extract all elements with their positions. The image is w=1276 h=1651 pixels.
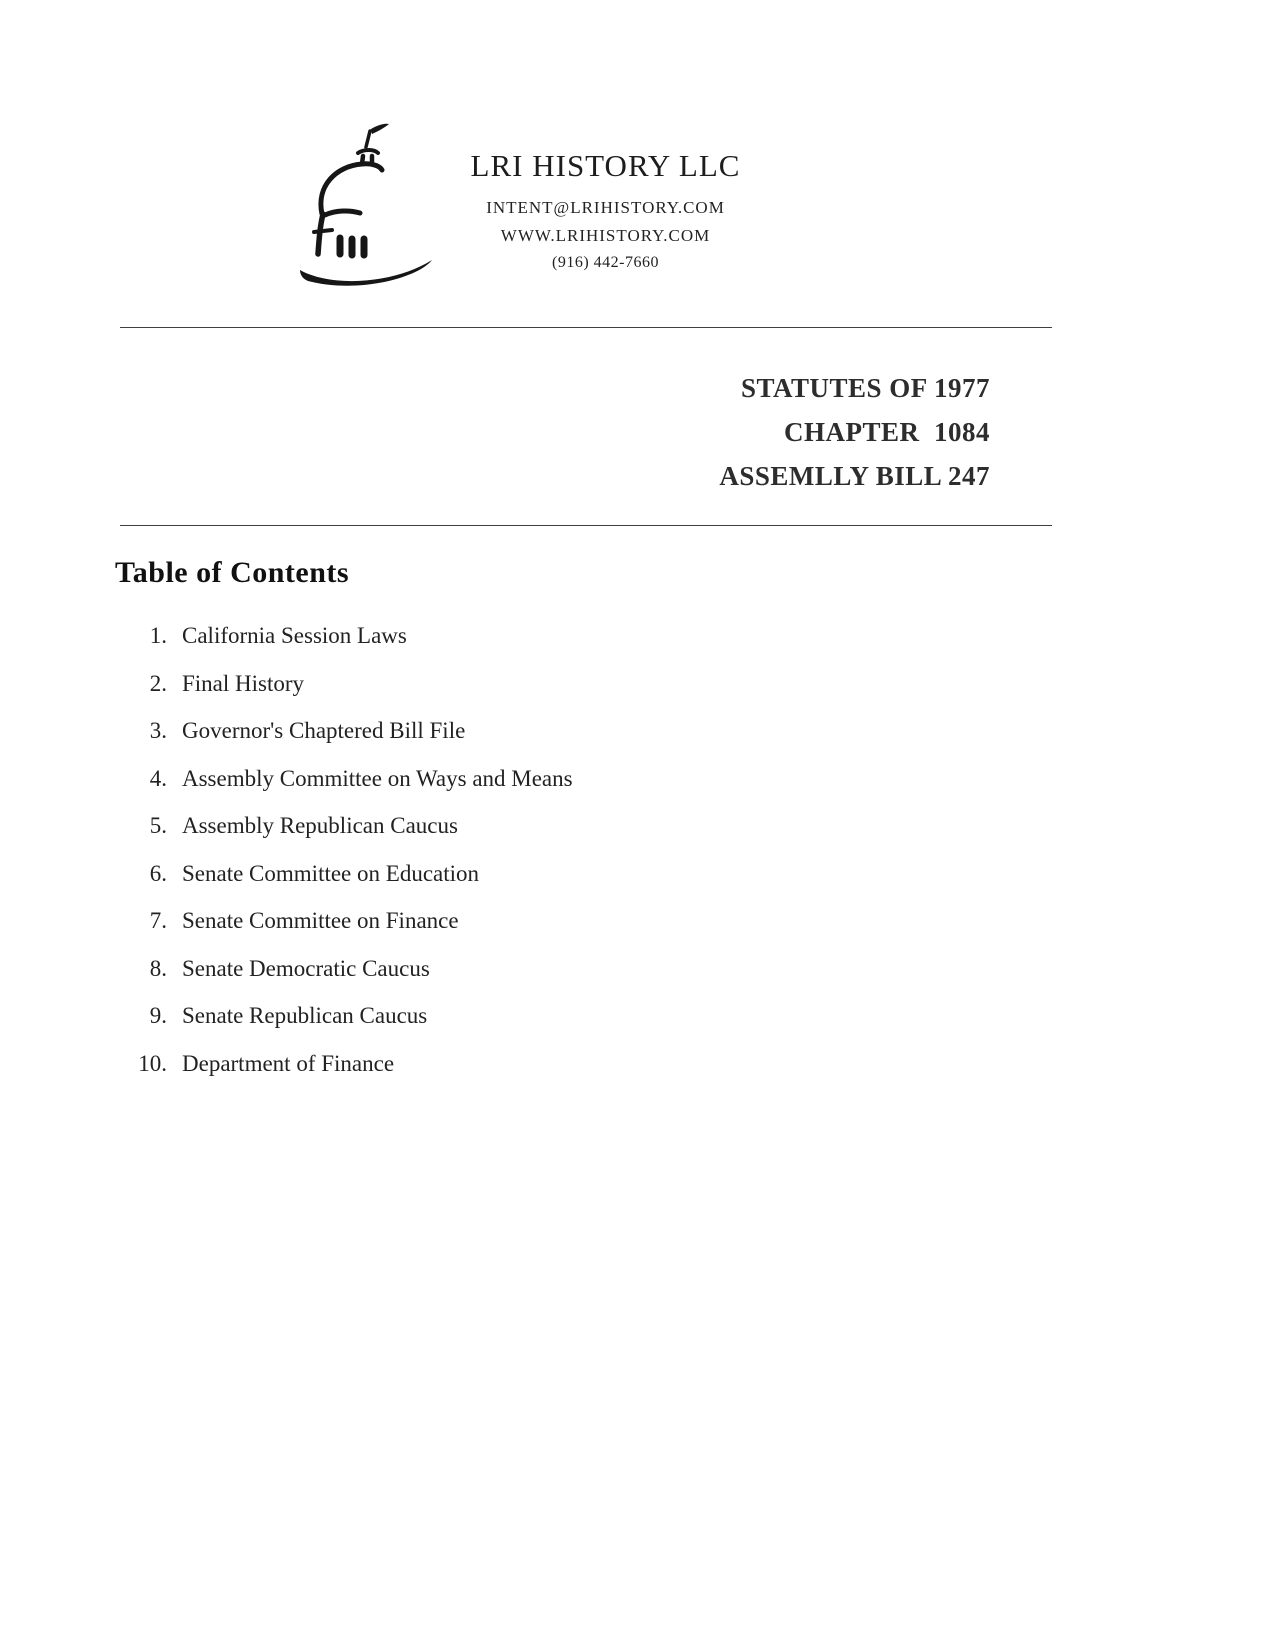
list-item (113, 955, 573, 983)
chapter-line: CHAPTER 1084 (783, 417, 990, 447)
list-item-label: Senate Republican Caucus (182, 1003, 428, 1028)
statutes-title-block (719, 366, 990, 498)
list-item (113, 670, 573, 698)
list-item (113, 860, 573, 888)
list-item-label: Senate Committee on Education (182, 860, 480, 886)
company-email: INTENT@LRIHISTORY.COM (486, 198, 725, 217)
list-item-label: California Session Laws (182, 623, 407, 648)
list-item-number: 10. (138, 1050, 167, 1076)
list-item-number: 5. (149, 813, 167, 838)
list-item-label: Assembly Committee on Ways and Means (182, 765, 573, 791)
list-item-number: 2. (149, 670, 167, 696)
list-item (113, 717, 573, 745)
list-item-number: 6. (149, 860, 167, 886)
company-header (428, 148, 783, 272)
list-item-label: Senate Democratic Caucus (182, 955, 430, 981)
list-item-number: 7. (149, 908, 167, 933)
list-item-number: 9. (149, 1003, 167, 1028)
list-item (113, 1050, 573, 1078)
list-item-label: Department of Finance (182, 1050, 395, 1076)
statutes-line: STATUTES OF 1977 (740, 373, 990, 403)
assembly-bill-line: ASSEMLLY BILL 247 (719, 461, 990, 491)
list-item-label: Final History (182, 670, 305, 696)
company-name: LRI HISTORY LLC (470, 148, 741, 183)
list-item (113, 765, 573, 793)
list-item-label: Assembly Republican Caucus (182, 813, 458, 838)
list-item (113, 907, 573, 935)
capitol-sketch-icon (292, 120, 444, 288)
list-item-number: 3. (149, 718, 167, 743)
list-item-number: 8. (149, 955, 167, 981)
list-item (113, 812, 573, 840)
list-item-number: 1. (149, 623, 167, 648)
list-item (113, 622, 573, 650)
toc-heading: Table of Contents (115, 556, 350, 589)
toc-list (113, 622, 573, 1097)
company-phone: (916) 442-7660 (552, 254, 659, 271)
list-item (113, 1002, 573, 1030)
list-item-label: Senate Committee on Finance (182, 908, 459, 933)
list-item-label: Governor's Chaptered Bill File (182, 718, 466, 743)
horizontal-rule-middle (120, 525, 1052, 526)
horizontal-rule-top (120, 327, 1052, 328)
company-website: WWW.LRIHISTORY.COM (500, 226, 711, 245)
list-item-number: 4. (149, 765, 167, 791)
